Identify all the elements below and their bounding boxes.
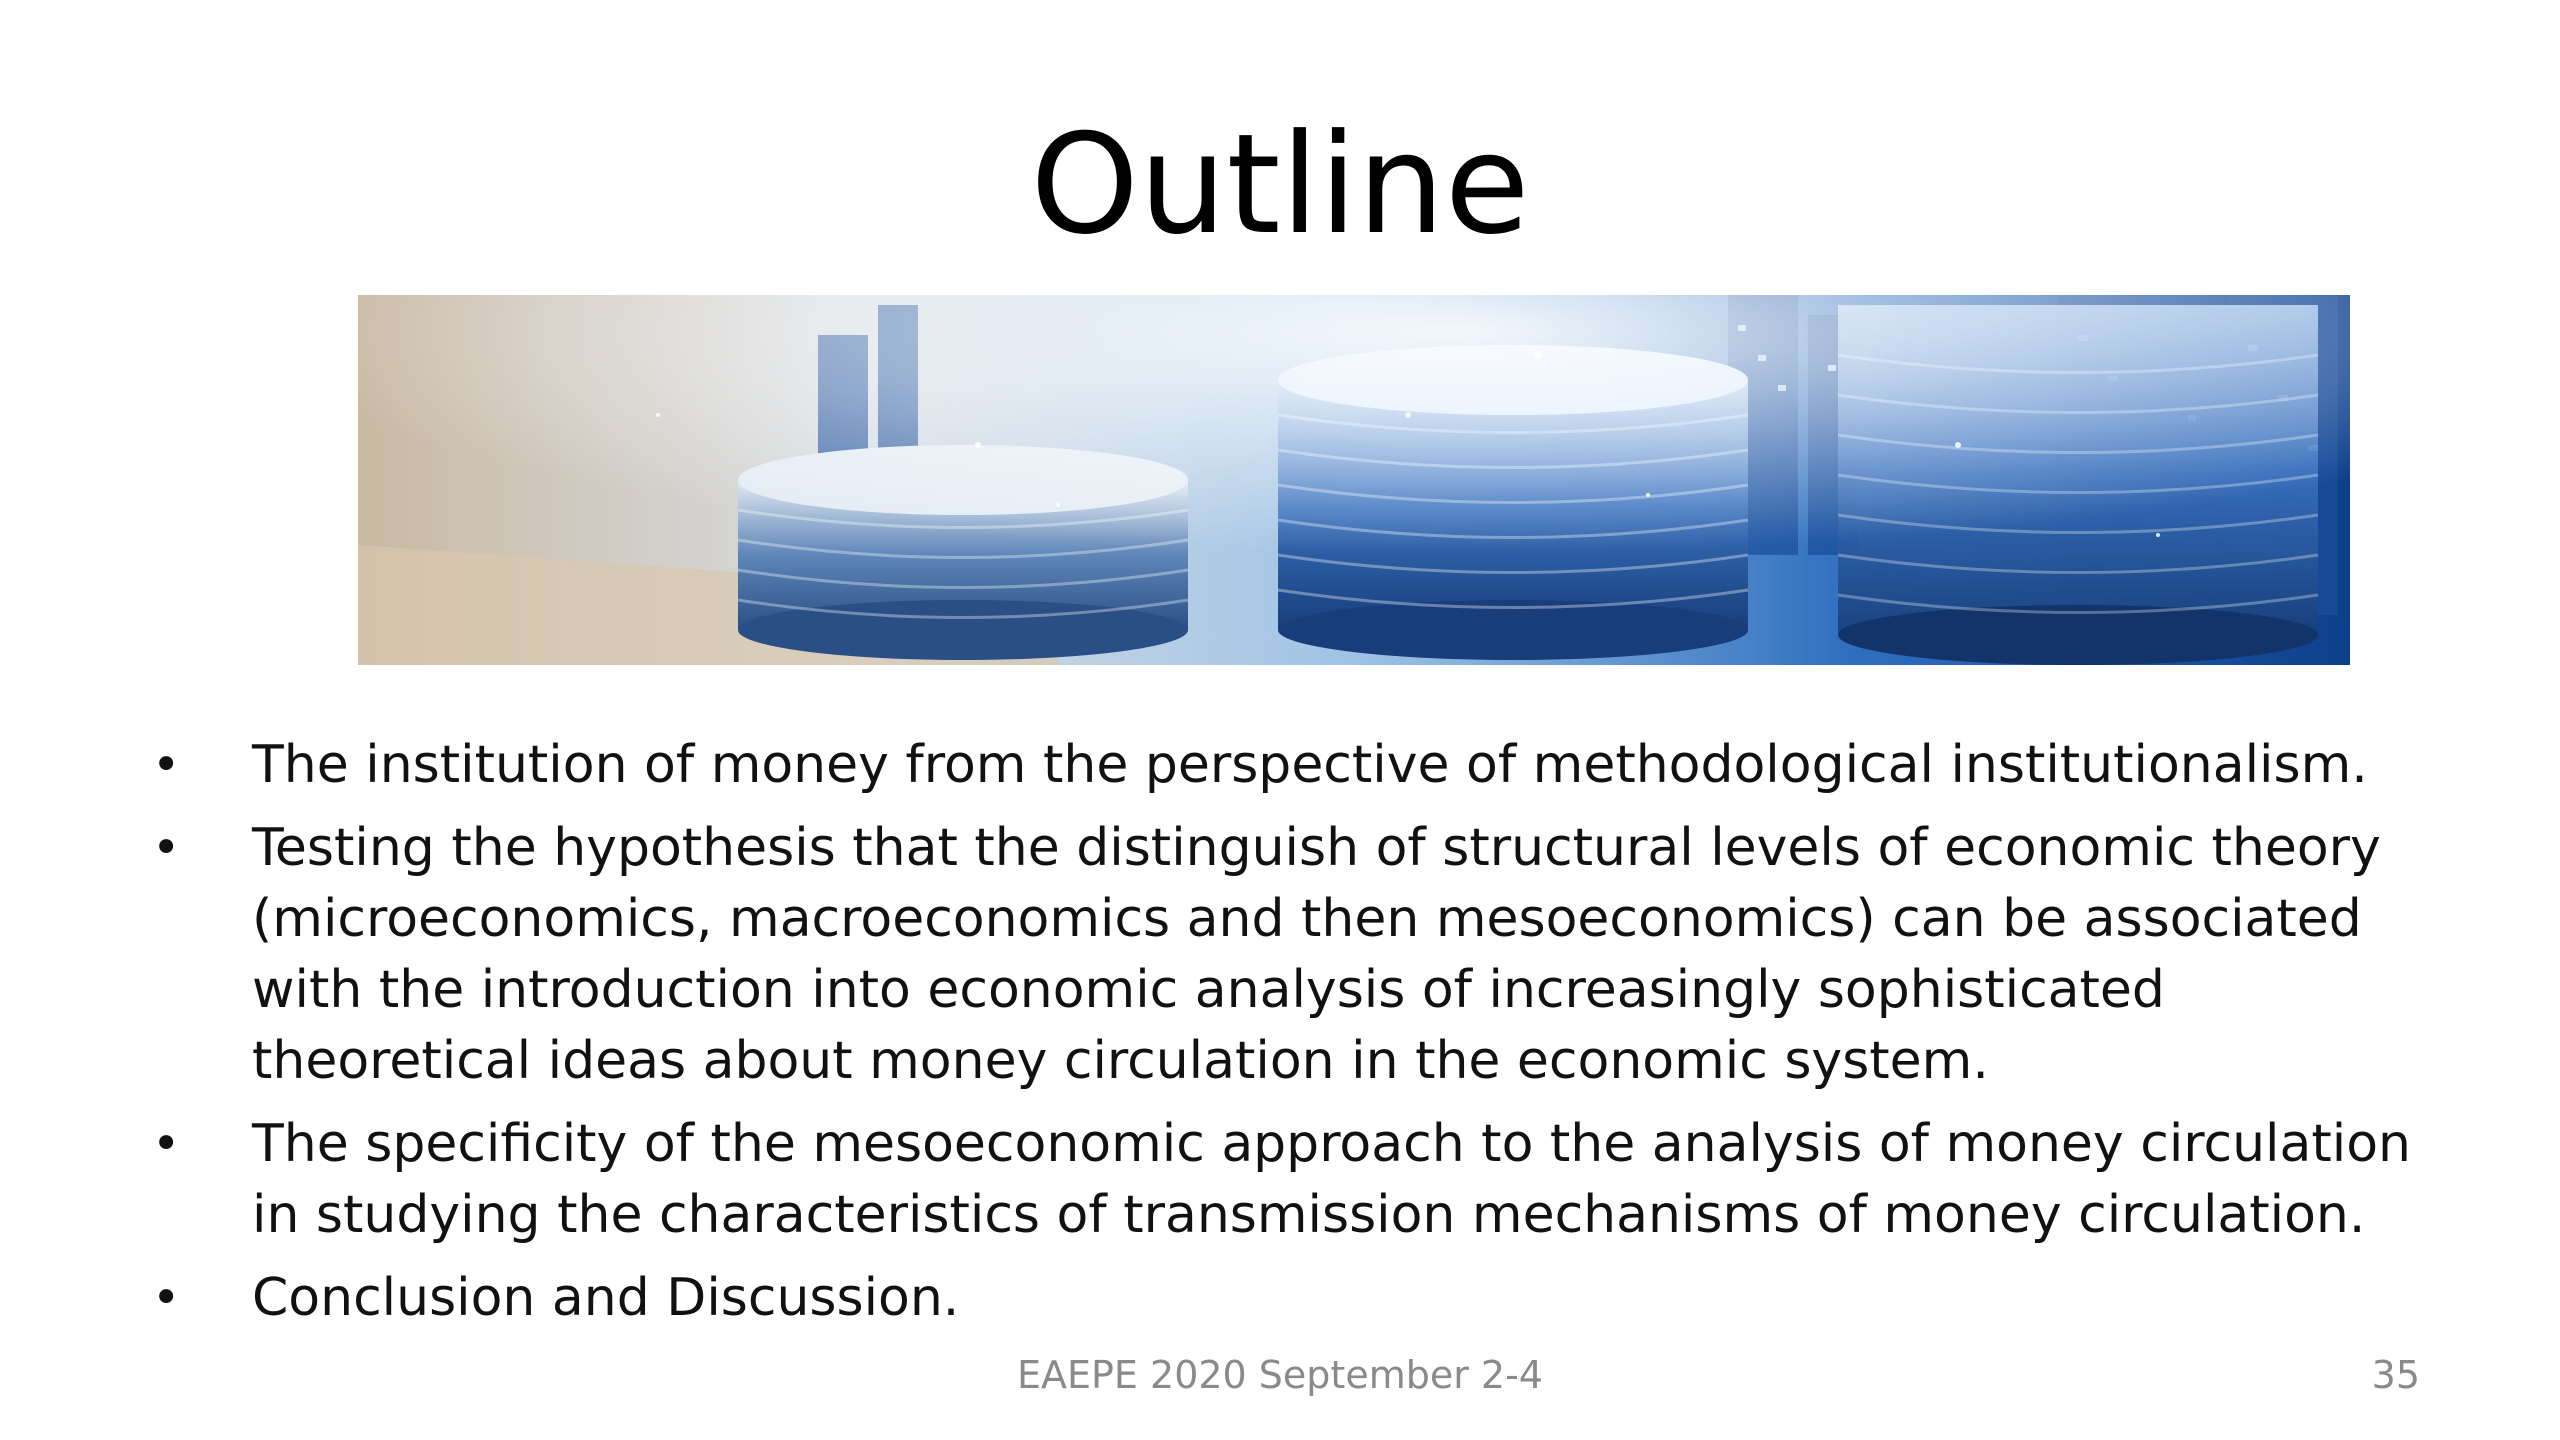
list-item xyxy=(140,1109,2440,1251)
bullet-icon: • xyxy=(152,1270,181,1326)
bullet-icon: • xyxy=(152,820,181,876)
slide-title: Outline xyxy=(1030,104,1530,265)
bullet-icon: • xyxy=(152,1116,181,1172)
page-number: 35 xyxy=(2371,1353,2420,1397)
bullet-text: Testing the hypothesis that the distinguish of structural levels of economic theory (microeconomics, macroeconomics and then mesoeconomics) can be associated with the introduction into economic analysis of increasingly sophisticated theoretical ideas about money circulation in the economic system. xyxy=(252,818,2381,1091)
bullet-text: Conclusion and Discussion. xyxy=(252,1268,960,1328)
list-item xyxy=(140,730,2440,801)
bullet-text: The specificity of the mesoeconomic approach to the analysis of money circulation in studying the characteristics of transmission mechanisms of money circulation. xyxy=(252,1114,2411,1245)
coins-cityscape-illustration xyxy=(358,295,2350,665)
slide-footer: EAEPE 2020 September 2-4 xyxy=(1017,1353,1543,1397)
bullet-text: The institution of money from the perspective of methodological institutionalism. xyxy=(252,735,2368,795)
banner-image xyxy=(358,295,2350,665)
list-item xyxy=(140,1263,2440,1334)
bullet-icon: • xyxy=(152,737,181,793)
outline-bullet-list xyxy=(140,730,2440,1346)
list-item xyxy=(140,813,2440,1097)
